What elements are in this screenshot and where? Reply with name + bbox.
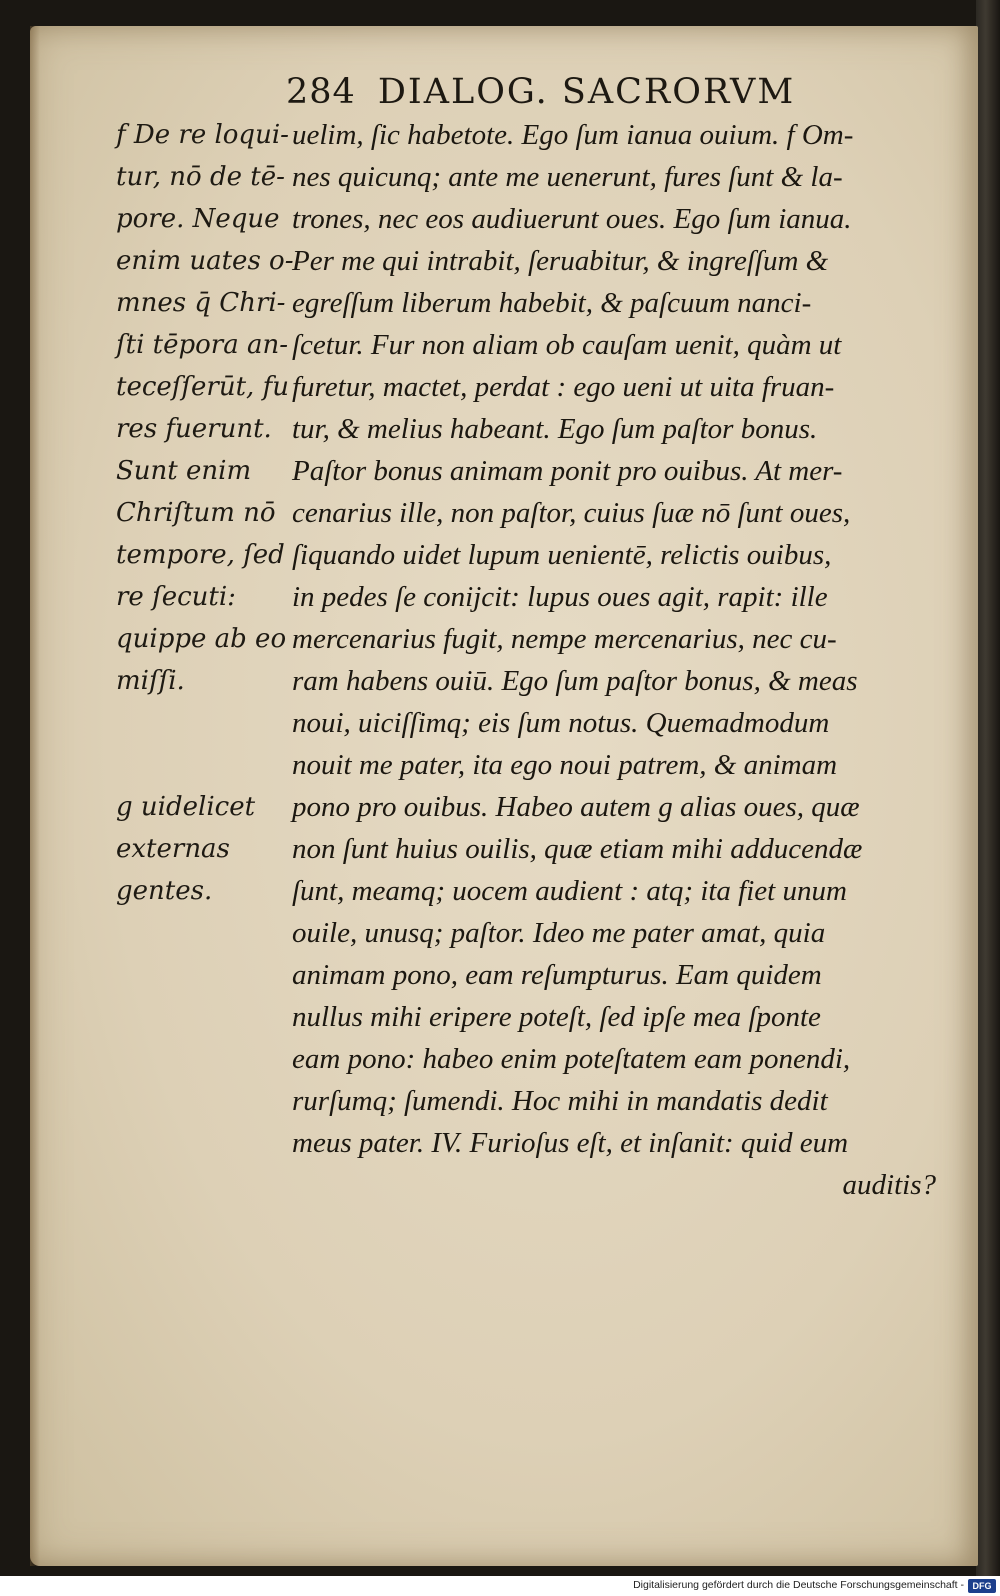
text-line: Paſtor bonus animam ponit pro ouibus. At mer- [292, 455, 843, 487]
margin-note-line [116, 744, 294, 786]
dfg-logo: DFG [968, 1579, 996, 1593]
text-line: trones, nec eos audiuerunt oues. Ego ſum ianua. [292, 203, 852, 235]
margin-note-line: mnes q̄ Chri- [116, 288, 286, 318]
funding-credit: Digitalisierung gefördert durch die Deutsche Forschungsgemeinschaft - [633, 1579, 964, 1591]
margin-note-line: re ſecuti: [116, 582, 236, 612]
margin-note-line: enim uates o- [116, 246, 294, 276]
text-line: furetur, mactet, perdat : ego ueni ut uita fruan- [292, 371, 835, 403]
book-edge [976, 0, 1000, 1576]
text-line: eam pono: habeo enim poteſtatem eam ponendi, [292, 1043, 851, 1075]
text-line: Per me qui intrabit, ſeruabitur, & ingreſſum & [292, 245, 829, 277]
margin-note-line: Sunt enim [116, 456, 252, 486]
margin-note-line: res fuerunt. [116, 414, 272, 444]
text-line: non ſunt huius ouilis, quæ etiam mihi adducendæ [292, 833, 863, 865]
margin-notes [116, 114, 294, 912]
text-line: in pedes ſe conijcit: lupus oues agit, rapit: ille [292, 581, 828, 613]
text-line: pono pro ouibus. Habeo autem g alias oues, quæ [292, 791, 860, 823]
text-line: ram habens ouiū. Ego ſum paſtor bonus, & meas [292, 665, 858, 697]
margin-note-line: gentes. [116, 876, 213, 906]
margin-note-line: externas [116, 834, 230, 864]
margin-note-line: ſti tēpora an- [116, 330, 289, 360]
text-line: ſcetur. Fur non aliam ob cauſam uenit, quàm ut [292, 329, 842, 361]
margin-note-line: g uidelicet [116, 792, 256, 822]
text-line: uelim, ſic habetote. Ego ſum ianua ouium. f Om- [292, 119, 854, 151]
text-line: cenarius ille, non paſtor, cuius ſuæ nō ſunt oues, [292, 497, 851, 529]
page-number: 284 [286, 72, 356, 112]
text-line: ouile, unusq; paſtor. Ideo me pater amat, quia [292, 917, 826, 949]
text-line: nouit me pater, ita ego noui patrem, & animam [292, 749, 838, 781]
text-line: ſiquando uidet lupum uenientē, relictis ouibus, [292, 539, 832, 571]
text-line: mercenarius fugit, nempe mercenarius, nec cu- [292, 623, 837, 655]
text-line: meus pater. IV. Furioſus eſt, et inſanit: quid eum [292, 1127, 849, 1159]
text-line: noui, uiciſſimq; eis ſum notus. Quemadmodum [292, 707, 830, 739]
margin-note-line: Chriſtum nō [116, 498, 276, 528]
text-line: egreſſum liberum habebit, & paſcuum nanci- [292, 287, 812, 319]
main-text [292, 114, 936, 1206]
margin-note-line: miſſi. [116, 666, 185, 696]
text-line: tur, & melius habeant. Ego ſum paſtor bonus. [292, 413, 818, 445]
running-header [286, 72, 795, 112]
margin-note-line: tur, nō de tē- [116, 162, 285, 192]
margin-note-line: tempore, ſed [116, 540, 285, 570]
text-line: animam pono, eam reſumpturus. Eam quidem [292, 959, 822, 991]
footer-bar [0, 1576, 1000, 1596]
text-line: nullus mihi eripere poteſt, ſed ipſe mea ſponte [292, 1001, 821, 1033]
margin-note-line: f De re loqui- [116, 120, 289, 150]
header-title: DIALOG. SACRORVM [377, 72, 796, 112]
text-line: auditis? [842, 1169, 936, 1201]
text-line: rurſumq; ſumendi. Hoc mihi in mandatis dedit [292, 1085, 828, 1117]
text-line: ſunt, meamq; uocem audient : atq; ita fiet unum [292, 875, 847, 907]
margin-note-line: pore. Neque [116, 204, 280, 234]
margin-note-line [116, 702, 294, 744]
margin-note-line: teceſſerūt, fu [116, 372, 289, 402]
text-line: nes quicunq; ante me uenerunt, fures ſunt & la- [292, 161, 843, 193]
margin-note-line: quippe ab eo [116, 624, 287, 654]
